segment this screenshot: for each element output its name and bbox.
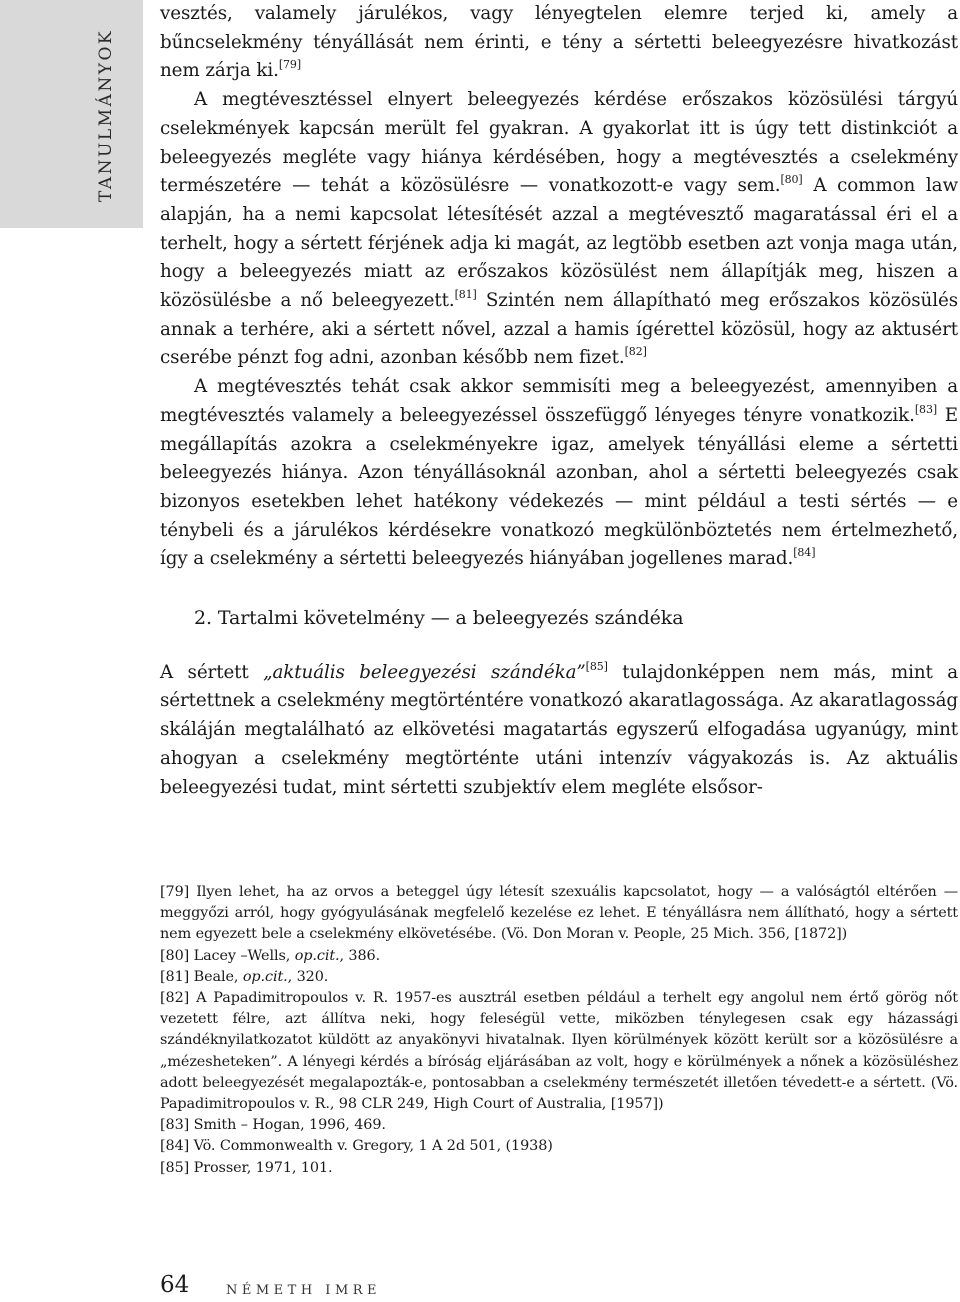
footnote-80 <box>160 946 958 967</box>
footnote-text: , 320. <box>287 968 329 985</box>
footnote-text: [80] Lacey –Wells, <box>160 947 295 964</box>
paragraph-text: E megállapítás azokra a cselekményekre igaz, amelyek tényállási eleme a sértetti beleegyezés hiánya. Azon tényállásoknál azonban, ahol a sértetti beleegyezés csak bizonyos esetekben lehet hatékony védekezés — mint például a testi sértés — e ténybeli és a járulékos kérdésekre vonatkozó megkülönböztetés nem értelmezhető, így a cselekmény a sértetti beleegyezés hiányában jogellenes marad. <box>160 404 958 570</box>
footnote-84: [84] Vö. Commonwealth v. Gregory, 1 A 2d 501, (1938) <box>160 1138 553 1155</box>
footnote-85: [85] Prosser, 1971, 101. <box>160 1159 333 1176</box>
footnote-ref-80[interactable]: [80] <box>780 173 803 187</box>
footnote-81 <box>160 967 958 988</box>
paragraph-1 <box>160 0 958 86</box>
paragraph-text: A megtévesztés tehát csak akkor semmisíti meg a beleegyezést, amennyiben a megtévesztés valamely a beleegyezéssel összefüggő lényeges tényre vonatkozik. <box>160 376 958 426</box>
footnote-ref-79[interactable]: [79] <box>278 58 302 72</box>
page-number: 64 <box>160 1272 190 1298</box>
section-label: TANULMÁNYOK <box>96 28 116 202</box>
paragraph-text: A megtévesztéssel elnyert beleegyezés kérdése erőszakos közösülési tárgyú cselekmények kapcsán merült fel gyakran. A gyakorlat itt is úgy tett distinkciót a beleegyezés megléte vagy hiánya kérdésében, hogy a megtévesztés a cselekmény természetére — tehát a közösülésre — vonatkozott-e vagy sem. <box>160 89 958 197</box>
footnote-ref-82[interactable]: [82] <box>624 345 647 359</box>
footnote-83: [83] Smith – Hogan, 1996, 469. <box>160 1117 386 1134</box>
footnote-italic: op.cit. <box>242 968 288 985</box>
footnote-79: [79] Ilyen lehet, ha az orvos a beteggel úgy létesít szexuális kapcsolatot, hogy — a valóságtól eltérően — meggyőzi arról, hogy gyógyulásának megfelelő kezelése ez lehet. E tényállásra nem állítható, hogy a sértett nem egyezett bele a cselekmény elkövetésébe. (Vö. Don Moran v. People, 25 Mich. 356, [1872]) <box>160 884 958 943</box>
footnote-ref-85[interactable]: [85] <box>585 659 608 673</box>
footnote-ref-81[interactable]: [81] <box>454 288 477 302</box>
paragraph-text: A sértett <box>160 661 264 683</box>
paragraph-3 <box>160 373 958 574</box>
paragraph-text: tulajdonképpen nem más, mint a sértettnek a cselekmény megtörténtére vonatkozó akaratlagossága. Az akaratlagosság skáláján megtalálható az elkövetési magatartás egyszerű elfogadása ugyanúgy, mint ahogyan a cselekmény megtörténte utáni intenzív vágyakozás is. Az aktuális beleegyezési tudat, mint sértetti szubjektív elem megléte elsősor- <box>160 661 958 798</box>
paragraph-text: Szintén nem állapítható meg erőszakos közösülés annak a terhére, aki a sértett nővel, azzal a hamis ígérettel közösül, hogy az aktusért cserébe pénzt fog adni, azonban később nem fizet. <box>160 290 958 369</box>
footnote-ref-84[interactable]: [84] <box>793 546 816 560</box>
section-heading: 2. Tartalmi követelmény — a beleegyezés szándéka <box>194 607 684 630</box>
footnote-82: [82] A Papadimitropoulos v. R. 1957-es ausztrál esetben például a terhelt egy angolul nem értő görög nőt vezetett félre, azt állítva neki, hogy feleségül vette, miközben ténylegesen csak egy házassági szándéknyilatkozatot küldött az anyakönyvi hivatalnak. Ilyen körülmények között került sor a közösülésre a „mézesheteken”. A lényegi kérdés a bíróság eljárásában az volt, hogy e körülmények a nőnek a közösüléshez adott beleegyezését megalapozták-e, pontosabban a cselekmény természetét illetően tévedett-e a sértett. (Vö. Papadimitropoulos v. R., 98 CLR 249, High Court of Australia, [1957]) <box>160 990 958 1113</box>
footnote-text: [81] Beale, <box>160 968 243 985</box>
footnote-text: , 386. <box>339 947 381 964</box>
main-text <box>160 0 958 802</box>
footnote-italic: op.cit. <box>294 947 340 964</box>
section-sidebar <box>0 0 143 228</box>
paragraph-2 <box>160 86 958 373</box>
paragraph-4 <box>160 659 958 803</box>
footnotes <box>160 882 958 1179</box>
paragraph-text: A common law alapján, ha a nemi kapcsolat létesítését azzal a megtévesztő magaratással éri el a terhelt, hogy a sértett férjének adja ki magát, az legtöbb esetben azt vonja maga után, hogy a beleegyezés miatt az erőszakos közösülést nem állapítják meg, hiszen a közösülésbe a nő beleegyezett. <box>160 175 958 312</box>
italic-term: „aktuális beleegyezési szándéka” <box>263 661 586 683</box>
paragraph-text: vesztés, valamely járulékos, vagy lényegtelen elemre terjed ki, amely a bűncselekmény tényállását nem érinti, e tény a sértetti beleegyezésre hivatkozást nem zárja ki. <box>160 3 958 82</box>
footnote-ref-83[interactable]: [83] <box>914 402 938 416</box>
running-author: NÉMETH IMRE <box>226 1283 382 1298</box>
